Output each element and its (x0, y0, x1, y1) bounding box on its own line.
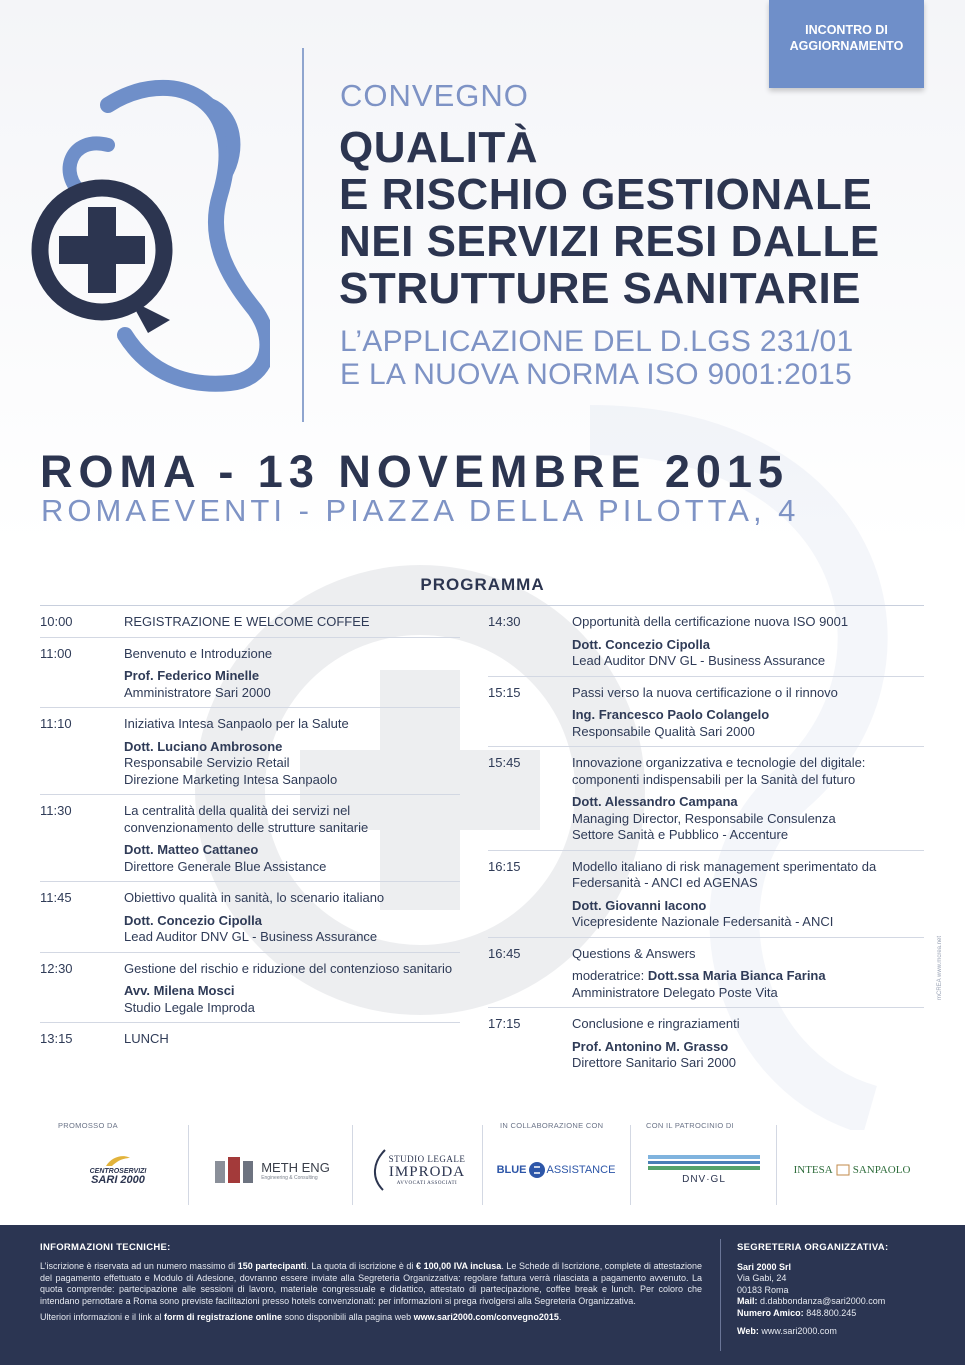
promoted-by-label: PROMOSSO DA (58, 1121, 118, 1130)
session-body (572, 755, 924, 844)
speaker-name: Dott. Alessandro Campana (572, 794, 738, 809)
speaker-role: Direttore Sanitario Sari 2000 (572, 1055, 737, 1070)
header-divider (302, 48, 304, 422)
session-topic: LUNCH (124, 1031, 169, 1046)
more-info-text (40, 1312, 702, 1322)
info-text: L’iscrizione è riservata ad un numero massimo di (40, 1261, 238, 1271)
dnv-gl-text: DNV·GL (682, 1174, 726, 1185)
speaker-name: Dott. Luciano Ambrosone (124, 738, 283, 754)
title-line: QUALITÀ (339, 123, 539, 172)
speaker-prefix: moderatrice: (572, 968, 648, 983)
speaker-name: Prof. Federico Minelle (124, 668, 260, 683)
session-time: 16:15 (488, 858, 521, 874)
session-topic: Modello italiano di risk management sperimentato da Federsanità - ANCI ed AGENAS (572, 858, 877, 890)
meth-eng-logo (204, 1145, 339, 1195)
session-topic: Opportunità della certificazione nuova ISO 9001 (572, 614, 849, 629)
session-time: 10:00 (40, 614, 73, 629)
session-speaker (572, 637, 924, 654)
session-topic: REGISTRAZIONE E WELCOME COFFEE (124, 614, 370, 629)
session-time: 16:45 (488, 945, 521, 961)
registration-form-link[interactable]: form di registrazione online (164, 1312, 283, 1323)
speaker-name: Ing. Francesco Paolo Colangelo (572, 707, 770, 722)
session-time: 14:30 (488, 614, 521, 629)
session-topic: Gestione del rischio e riduzione del contenzioso sanitario (124, 960, 453, 976)
improda-arc-icon (369, 1148, 389, 1192)
speaker-name: Dott.ssa Maria Bianca Farina (647, 968, 826, 983)
session-body (124, 716, 460, 788)
session-body (124, 961, 460, 1017)
programme-session (488, 747, 924, 851)
session-body (572, 614, 924, 670)
speaker-role: Direttore Generale Blue Assistance (124, 858, 327, 874)
subtitle-line: E LA NUOVA NORMA ISO 9001:2015 (340, 358, 853, 391)
speaker-role: Settore Sanità e Pubblico - Accenture (572, 827, 789, 842)
more-text: Ulteriori informazioni e il link al (40, 1312, 165, 1323)
speaker-role: Responsabile Qualità Sari 2000 (572, 723, 755, 739)
programme-session (40, 882, 460, 953)
assistance-text: ASSISTANCE (546, 1164, 616, 1176)
session-body (124, 803, 460, 875)
info-text: . La quota di iscrizione è di (306, 1261, 417, 1271)
session-speaker (572, 794, 924, 811)
badge-line-1: INCONTRO DI (805, 23, 888, 37)
subtitle-line: L’APPLICAZIONE DEL D.LGS 231/01 (340, 325, 854, 358)
improda-logo (358, 1145, 476, 1195)
speaker-name: Dott. Concezio Cipolla (572, 636, 710, 652)
session-topic: Iniziativa Intesa Sanpaolo per la Salute (124, 716, 349, 731)
more-text: sono disponibili alla pagina web (282, 1312, 414, 1323)
session-topic: Passi verso la nuova certificazione o il rinnovo (572, 684, 838, 700)
sponsor-divider (482, 1125, 483, 1205)
speaker-role: Amministratore Sari 2000 (124, 684, 271, 700)
session-body (572, 946, 924, 1002)
improda-sub: AVVOCATI ASSOCIATI (396, 1181, 458, 1186)
meth-eng-sub: Engineering & Consulting (261, 1174, 318, 1181)
speaker-role: Lead Auditor DNV GL - Business Assurance (124, 929, 378, 944)
dnv-gl-logo (646, 1145, 762, 1195)
sari-bottom-text: SARI 2000 (91, 1174, 145, 1186)
session-body (572, 685, 924, 741)
programme-title: PROGRAMMA (420, 575, 545, 594)
badge (769, 0, 924, 88)
secretariat-title: SEGRETERIA ORGANIZZATIVA: (737, 1242, 889, 1253)
company-city: 00183 Roma (737, 1284, 789, 1295)
session-speaker (124, 739, 460, 756)
session-time: 13:15 (40, 1031, 73, 1046)
session-topic: Obiettivo qualità in sanità, lo scenario italiano (124, 890, 385, 905)
session-time: 17:15 (488, 1016, 521, 1031)
title-line: NEI SERVIZI RESI DALLE (339, 217, 880, 266)
web-link[interactable]: www.sari2000.com (758, 1325, 837, 1336)
badge-line-2: AGGIORNAMENTO (789, 39, 904, 53)
phone-number: 848.800.245 (803, 1307, 857, 1318)
sari-wing-icon (104, 1154, 132, 1168)
sponsor-divider (352, 1125, 353, 1205)
session-time: 11:10 (40, 716, 72, 731)
session-topic: Conclusione e ringraziamenti (572, 1016, 740, 1031)
programme-session (40, 708, 460, 795)
designer-credit: mCREA www.mcrea.net (937, 935, 943, 1000)
session-body (124, 1031, 460, 1048)
programme-session (488, 677, 924, 748)
blue-assistance-circle-icon (528, 1161, 546, 1179)
session-time: 15:45 (488, 755, 521, 770)
programme-session (40, 953, 460, 1024)
more-text: . (558, 1312, 562, 1323)
session-time: 12:30 (40, 960, 73, 976)
meth-eng-name: METH ENG (261, 1159, 330, 1175)
session-body (572, 859, 924, 931)
technical-info-title: INFORMAZIONI TECNICHE: (40, 1242, 171, 1253)
session-speaker (572, 707, 924, 724)
technical-info-text (40, 1261, 702, 1307)
info-bold: € 100,00 IVA inclusa (416, 1261, 502, 1271)
web-label: Web: (737, 1325, 759, 1336)
speaker-role: Responsabile Servizio Retail (124, 755, 290, 770)
blue-assistance-logo (492, 1145, 620, 1195)
session-body (124, 614, 460, 631)
info-bold: 150 partecipanti (237, 1261, 307, 1271)
session-time: 11:30 (40, 803, 72, 818)
speaker-name: Dott. Concezio Cipolla (124, 912, 262, 928)
mail-label: Mail: (737, 1296, 758, 1307)
sponsors-strip (40, 1115, 924, 1205)
improda-name: IMPRODA (388, 1164, 466, 1180)
programme-session (40, 638, 460, 709)
sponsor-divider (630, 1125, 631, 1205)
collaboration-label: IN COLLABORAZIONE CON (500, 1121, 604, 1130)
organising-secretariat (737, 1242, 937, 1337)
programme-session (40, 606, 460, 638)
session-speaker (124, 842, 460, 859)
session-body (572, 1016, 924, 1072)
technical-info (40, 1242, 702, 1322)
event-city-date: ROMA - 13 NOVEMBRE 2015 (40, 446, 789, 497)
speaker-role: Amministratore Delegato Poste Vita (572, 984, 778, 1000)
dnv-gl-stripes-icon (648, 1155, 760, 1171)
programme-session (488, 938, 924, 1009)
event-venue: ROMAEVENTI - PIAZZA DELLA PILOTTA, 4 (41, 493, 800, 528)
session-speaker (124, 983, 460, 1000)
speaker-name: Dott. Matteo Cattaneo (124, 842, 259, 857)
company-street: Via Gabi, 24 (737, 1273, 787, 1284)
title-line: E RISCHIO GESTIONALE (339, 170, 873, 219)
sanpaolo-text: SANPAOLO (852, 1164, 911, 1176)
intesa-sanpaolo-logo (788, 1145, 916, 1195)
session-topic: Benvenuto e Introduzione (124, 645, 273, 661)
speaker-role: Managing Director, Responsabile Consulenza (572, 810, 836, 826)
phone-label: Numero Amico: (737, 1307, 804, 1318)
session-time: 11:45 (40, 890, 72, 905)
speaker-role: Vicepresidente Nazionale Federsanità - ANCI (572, 914, 834, 929)
intesa-text: INTESA (793, 1164, 833, 1176)
session-speaker (124, 913, 460, 930)
stethoscope-cross-logo-icon (30, 75, 270, 395)
sponsor-divider (776, 1125, 777, 1205)
info-text: . Le Schede di Iscrizione, complete di attestazione del pagamento effettuato e Modulo di Adesione, dovranno essere inviate alla Segreteria Organizzativa: regolare fattura verrà rilasciata a pagamento avvenuto. La quota comprende: partecipazione alle sessioni di lavoro, materiale congressuale e didattico, attestato di partecipazione, coffee break e lunch. Per coloro che intendano pernottare a Roma sono previste facilitazioni presso hotels convenzionati: per informazioni si prega rivolgersi alla Segreteria Organizzativa. (40, 1261, 702, 1306)
session-topic: La centralità della qualità dei servizi nel convenzionamento delle strutture sanitarie (124, 803, 369, 835)
session-time: 15:15 (488, 684, 521, 700)
event-title (339, 124, 939, 312)
programme-session (40, 1023, 460, 1054)
session-time: 11:00 (40, 645, 72, 661)
event-subtitle (340, 325, 940, 391)
programme-session (488, 851, 924, 938)
mail-link[interactable]: d.dabbondanza@sari2000.com (757, 1296, 886, 1307)
session-speaker (572, 1039, 924, 1056)
speaker-role: Direzione Marketing Intesa Sanpaolo (124, 771, 338, 787)
event-kicker: CONVEGNO (340, 78, 529, 113)
blue-text: BLUE (496, 1164, 527, 1176)
speaker-role: Studio Legale Improda (124, 999, 255, 1015)
improda-top: STUDIO LEGALE (388, 1154, 466, 1164)
sponsor-divider (188, 1125, 189, 1205)
speaker-role: Lead Auditor DNV GL - Business Assurance (572, 653, 826, 668)
sari-2000-logo (78, 1145, 158, 1195)
programme-session (40, 795, 460, 882)
company-name: Sari 2000 Srl (737, 1261, 792, 1272)
speaker-name: Prof. Antonino M. Grasso (572, 1038, 729, 1054)
intesa-emblem-icon (836, 1164, 850, 1176)
meth-eng-figures-icon (213, 1153, 255, 1187)
website-link[interactable]: www.sari2000.com/convegno2015 (413, 1312, 559, 1323)
speaker-name: Dott. Giovanni Iacono (572, 897, 707, 913)
session-body (124, 890, 460, 946)
session-body (124, 646, 460, 702)
programme-column-right (488, 606, 924, 1078)
session-speaker (124, 668, 460, 685)
footer-divider (720, 1239, 721, 1351)
footer (0, 1225, 965, 1365)
session-topic: Questions & Answers (572, 945, 696, 961)
programme-session (488, 606, 924, 677)
programme-column-left (40, 606, 460, 1054)
session-speaker (572, 898, 924, 915)
speaker-name: Avv. Milena Mosci (124, 983, 235, 998)
patronage-label: CON IL PATROCINIO DI (646, 1121, 734, 1130)
programme-session (488, 1008, 924, 1078)
title-line: STRUTTURE SANITARIE (339, 264, 862, 313)
session-topic: Innovazione organizzativa e tecnologie del digitale: componenti indispensabili per la Sanità del futuro (572, 755, 866, 787)
session-speaker (572, 968, 924, 985)
sari-top-text: CENTROSERVIZI (89, 1168, 147, 1175)
